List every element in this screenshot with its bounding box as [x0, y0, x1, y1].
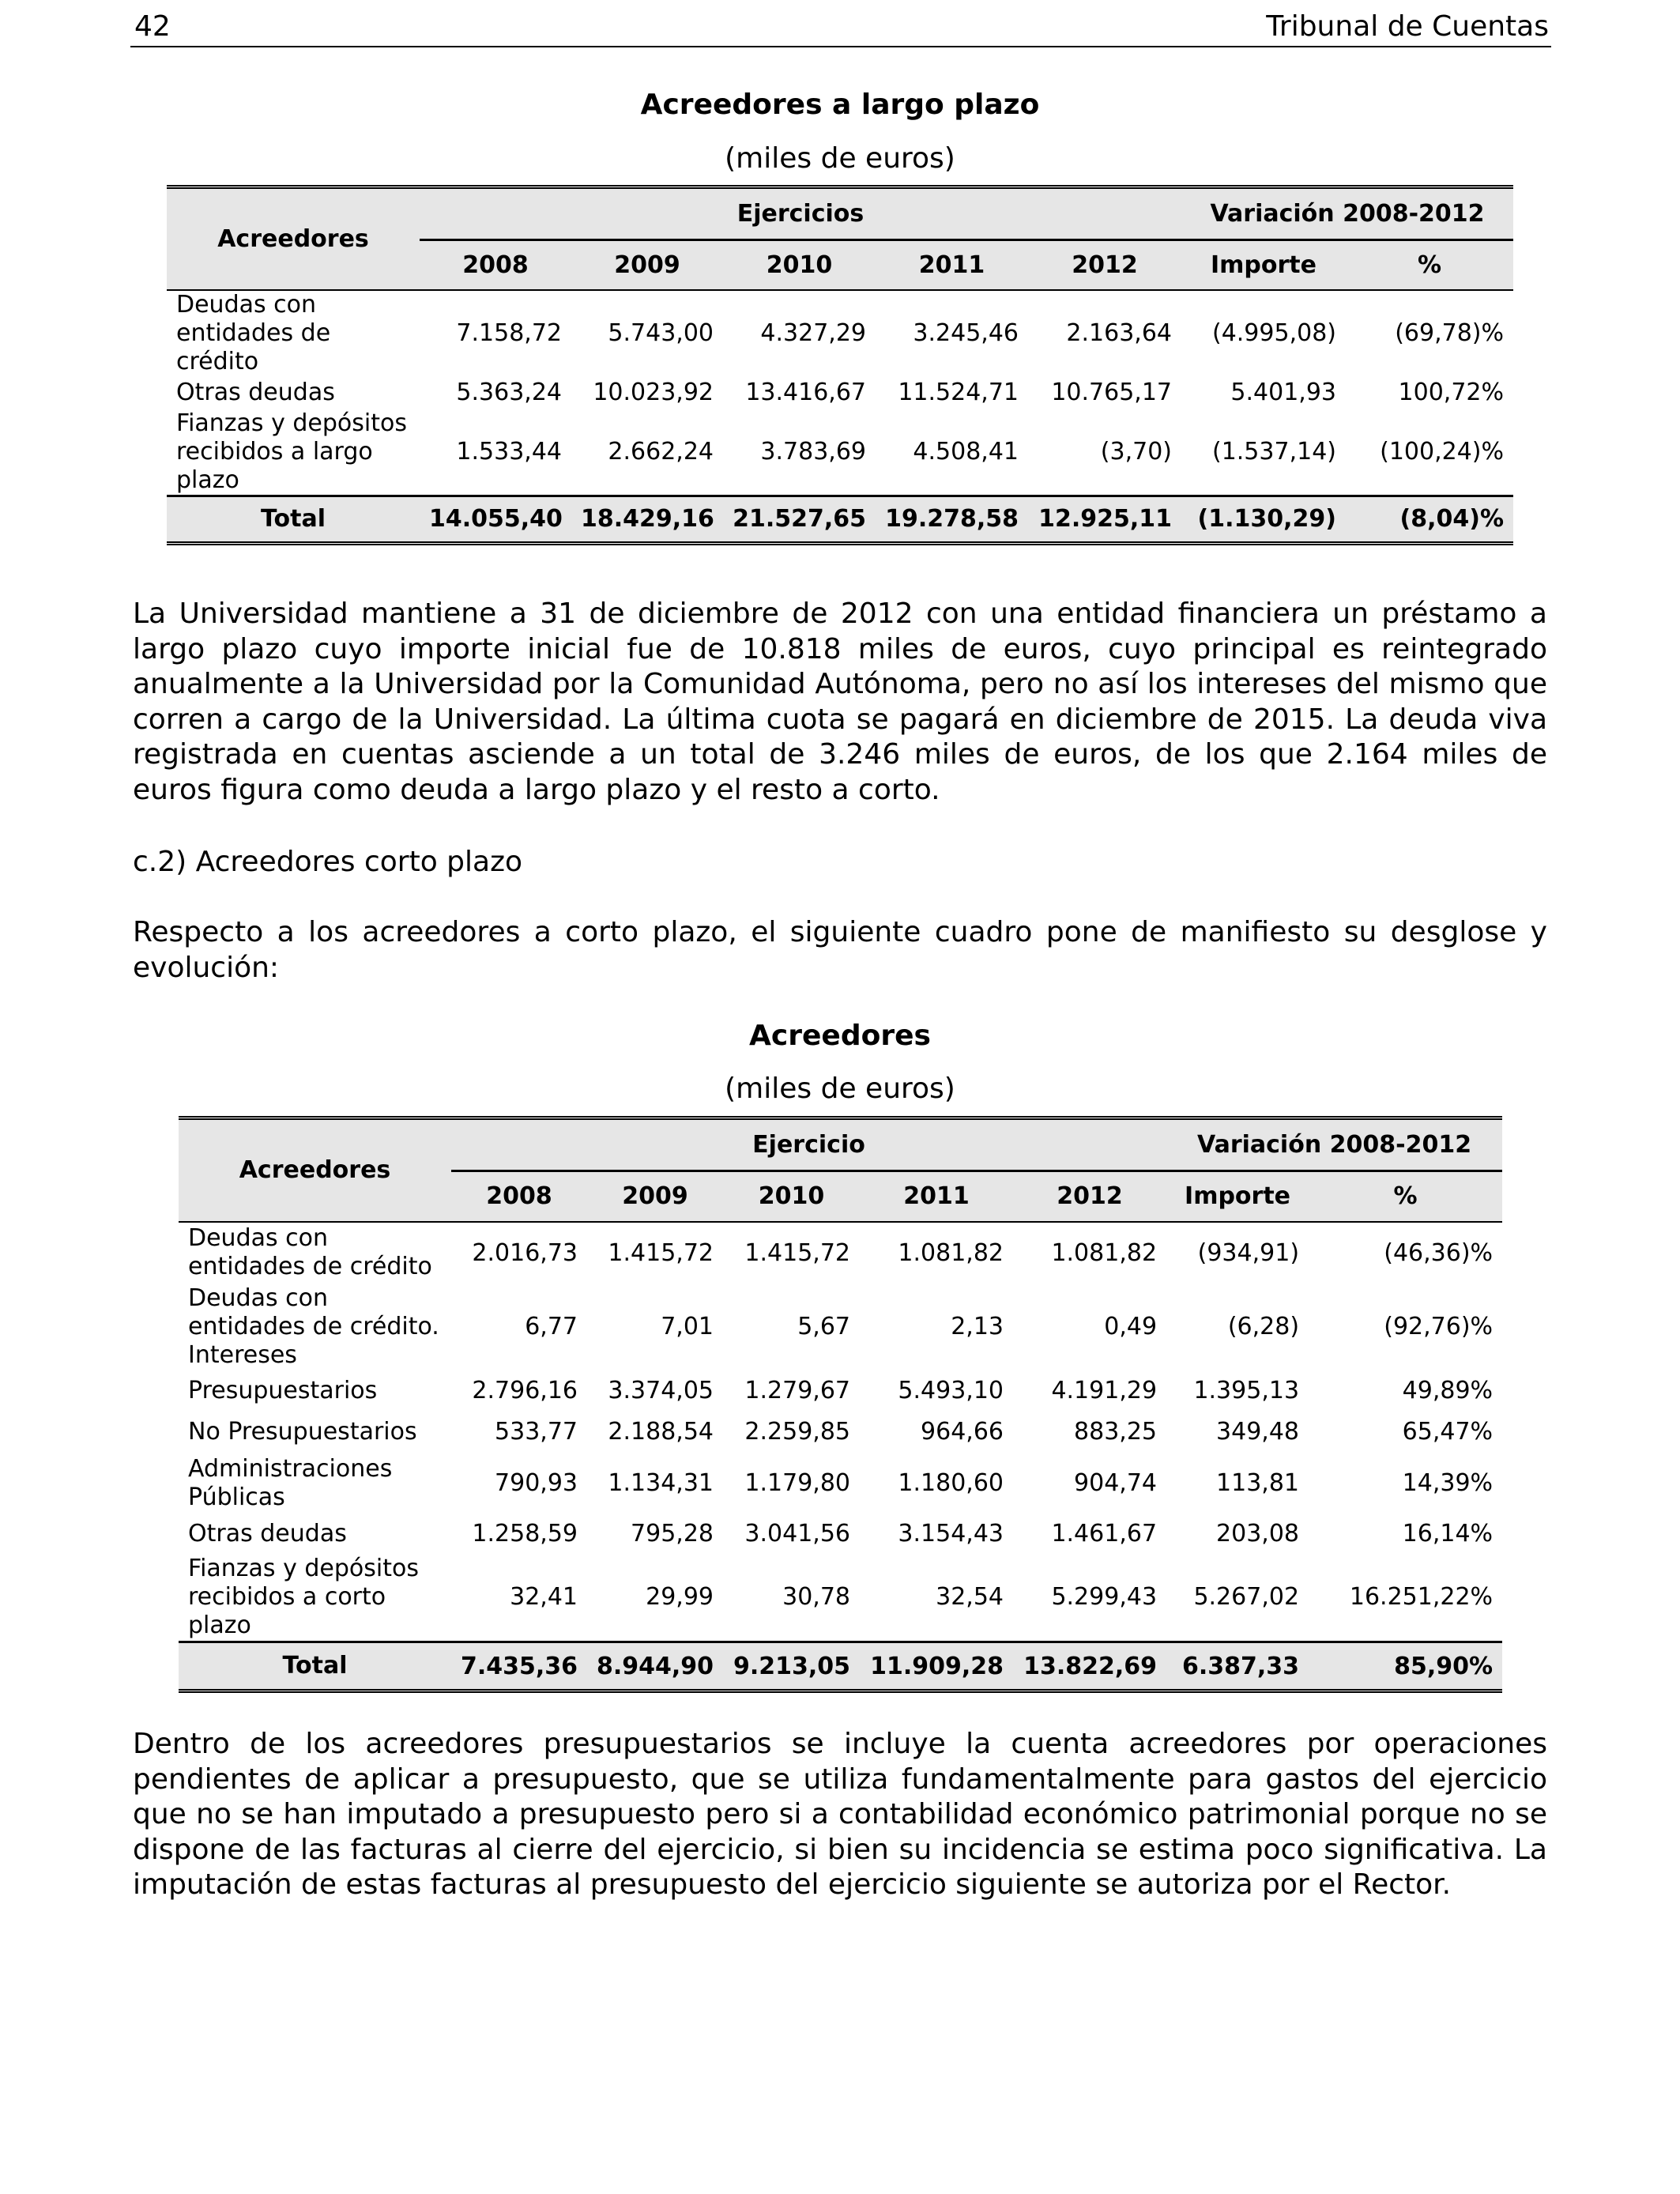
total-cell: 18.429,16	[571, 496, 723, 543]
row-label: No Presupuestarios	[188, 1417, 417, 1446]
percent-header: %	[1346, 240, 1513, 290]
table-cell: (1.537,14)	[1211, 438, 1336, 466]
table-cell: 113,81	[1216, 1469, 1300, 1497]
table-cell: 349,48	[1216, 1418, 1300, 1446]
table-cell: 1.258,59	[472, 1520, 578, 1547]
table-cell: (69,78)%	[1395, 319, 1505, 347]
table2-subtitle: (miles de euros)	[725, 1072, 955, 1105]
table-cell: 3.041,56	[744, 1520, 850, 1547]
table-cell: 2.188,54	[608, 1418, 714, 1446]
table-cell: 5,67	[797, 1313, 850, 1340]
table-cell: 32,54	[936, 1583, 1004, 1612]
importe-header: Importe	[1166, 1171, 1309, 1222]
years-group-header: Ejercicios	[420, 187, 1181, 240]
row-label: Fianzas y depósitos recibidos a corto plazo	[188, 1554, 420, 1639]
table-cell: 904,74	[1074, 1469, 1158, 1497]
table-cell: (3,70)	[1100, 438, 1172, 466]
table-cell: 5.363,24	[456, 379, 562, 406]
variation-group-header: Variación 2008-2012	[1181, 187, 1513, 240]
year-header: 2008	[451, 1171, 587, 1222]
table-cell: 7.158,72	[456, 319, 562, 347]
total-cell: 21.527,65	[723, 496, 876, 543]
table-cell: 1.279,67	[744, 1377, 850, 1404]
table-cell: (6,28)	[1227, 1313, 1300, 1340]
table1-title: Acreedores a largo plazo	[640, 89, 1040, 121]
table-cell: 5.299,43	[1051, 1583, 1158, 1612]
table-cell: 32,41	[510, 1583, 578, 1612]
total-label: Total	[179, 1642, 451, 1691]
year-header: 2012	[1028, 240, 1181, 290]
table-cell: 7,01	[661, 1313, 714, 1340]
long-term-creditors-table	[167, 185, 1513, 545]
table-cell: 1.533,44	[456, 438, 562, 466]
table-cell: 3.154,43	[898, 1520, 1004, 1547]
table2-title: Acreedores	[749, 1020, 931, 1052]
table-cell: (46,36)%	[1384, 1238, 1494, 1267]
table-cell: 5.743,00	[608, 319, 714, 347]
row-label: Deudas con entidades de crédito. Intereses	[188, 1284, 439, 1369]
year-header: 2010	[723, 240, 876, 290]
table-cell: 1.081,82	[1051, 1238, 1158, 1267]
table-cell: 13.416,67	[745, 379, 866, 406]
table-cell: 16,14%	[1402, 1520, 1494, 1547]
table-cell: 6,77	[525, 1313, 578, 1340]
table-cell: 49,89%	[1402, 1377, 1494, 1404]
table-cell: 3.783,69	[760, 438, 866, 466]
table-cell: 10.765,17	[1051, 379, 1172, 406]
total-cell: 11.909,28	[860, 1642, 1013, 1691]
row-label: Deudas con entidades de crédito	[176, 290, 331, 375]
table-cell: 1.461,67	[1051, 1520, 1158, 1547]
table-cell: (100,24)%	[1380, 438, 1505, 466]
total-cell: 8.944,90	[587, 1642, 723, 1691]
table-cell: 2,13	[951, 1313, 1004, 1340]
table-cell: 5.401,93	[1230, 379, 1336, 406]
table-cell: 29,99	[646, 1583, 714, 1612]
table-cell: 2.259,85	[744, 1418, 850, 1446]
total-label: Total	[167, 496, 420, 543]
table-cell: 964,66	[921, 1418, 1004, 1446]
paragraph-budget-creditors: Dentro de los acreedores presupuestarios se incluye la cuenta acreedores por operaciones pendientes de aplicar a presupuesto, que se utiliza fundamentalmente para gastos del ejercicio que no se han imputado a presupuesto pero si a contabilidad económico patrimonial porque no se dispone de las facturas al cierre del ejercicio, si bien su incidencia se estima poco significativa. La imputación de estas facturas al presupuesto del ejercicio siguiente se autoriza por el Rector.	[133, 1728, 1547, 1901]
row-label: Otras deudas	[176, 378, 335, 406]
row-header: Acreedores	[179, 1118, 451, 1222]
row-label: Otras deudas	[188, 1519, 347, 1547]
variation-group-header: Variación 2008-2012	[1166, 1118, 1502, 1171]
table-cell: 4.327,29	[760, 319, 866, 347]
table-cell: 16.251,22%	[1349, 1583, 1494, 1612]
year-header: 2009	[587, 1171, 723, 1222]
table-cell: 1.415,72	[608, 1238, 714, 1267]
table-cell: (934,91)	[1197, 1238, 1300, 1267]
year-header: 2011	[876, 240, 1028, 290]
section-heading: c.2) Acreedores corto plazo	[133, 846, 522, 878]
total-cell: 19.278,58	[876, 496, 1028, 543]
table-cell: 65,47%	[1402, 1418, 1494, 1446]
table-cell: 5.267,02	[1193, 1583, 1300, 1612]
years-group-header: Ejercicio	[451, 1118, 1166, 1171]
table-cell: 14,39%	[1402, 1469, 1494, 1497]
table-cell: 795,28	[631, 1520, 714, 1547]
row-label: Deudas con entidades de crédito	[188, 1224, 432, 1280]
row-label: Fianzas y depósitos recibidos a largo plazo	[176, 409, 408, 494]
table-cell: (4.995,08)	[1211, 319, 1336, 347]
table-cell: 3.374,05	[608, 1377, 714, 1404]
total-cell: 14.055,40	[420, 496, 571, 543]
total-cell: 85,90%	[1309, 1642, 1502, 1691]
total-cell: 13.822,69	[1013, 1642, 1166, 1691]
year-header: 2009	[571, 240, 723, 290]
paragraph-short-term-intro: Respecto a los acreedores a corto plazo, el siguiente cuadro pone de manifiesto su desglose y evolución:	[133, 916, 1547, 984]
table-cell: 4.191,29	[1051, 1377, 1158, 1404]
table-cell: 1.395,13	[1193, 1377, 1300, 1404]
table-cell: 2.016,73	[472, 1238, 578, 1267]
table-cell: 533,77	[495, 1418, 578, 1446]
table-cell: 3.245,46	[913, 319, 1019, 347]
table-cell: 203,08	[1216, 1520, 1300, 1547]
header-organization: Tribunal de Cuentas	[1266, 10, 1549, 43]
short-term-creditors-table	[179, 1116, 1502, 1693]
total-cell: 12.925,11	[1028, 496, 1181, 543]
table-cell: 4.508,41	[913, 438, 1019, 466]
year-header: 2010	[723, 1171, 860, 1222]
row-label: Presupuestarios	[188, 1376, 378, 1404]
year-header: 2012	[1013, 1171, 1166, 1222]
importe-header: Importe	[1181, 240, 1346, 290]
total-cell: 6.387,33	[1166, 1642, 1309, 1691]
table1-subtitle: (miles de euros)	[725, 142, 955, 175]
page-number: 42	[134, 10, 171, 43]
table-cell: (92,76)%	[1384, 1313, 1494, 1340]
table-cell: 100,72%	[1398, 379, 1505, 406]
row-header: Acreedores	[167, 187, 420, 290]
year-header: 2008	[420, 240, 571, 290]
table-cell: 30,78	[782, 1583, 850, 1612]
table-cell: 1.415,72	[744, 1238, 850, 1267]
table-cell: 2.163,64	[1066, 319, 1172, 347]
table-cell: 5.493,10	[898, 1377, 1004, 1404]
page-header	[130, 8, 1551, 47]
total-cell: 9.213,05	[723, 1642, 860, 1691]
table-cell: 2.662,24	[608, 438, 714, 466]
table-cell: 10.023,92	[593, 379, 714, 406]
row-label: Administraciones Públicas	[188, 1454, 393, 1511]
total-cell: (1.130,29)	[1181, 496, 1346, 543]
percent-header: %	[1309, 1171, 1502, 1222]
table-cell: 1.134,31	[608, 1469, 714, 1497]
total-cell: (8,04)%	[1346, 496, 1513, 543]
paragraph-loan: La Universidad mantiene a 31 de diciembre de 2012 con una entidad financiera un préstamo a largo plazo cuyo importe inicial fue de 10.818 miles de euros, cuyo principal es reintegrado anualmente a la Universidad por la Comunidad Autónoma, pero no así los intereses del mismo que corren a cargo de la Universidad. La última cuota se pagará en diciembre de 2015. La deuda viva registrada en cuentas asciende a un total de 3.246 miles de euros, de los que 2.164 miles de euros figura como deuda a largo plazo y el resto a corto.	[133, 598, 1547, 806]
table-cell: 1.179,80	[744, 1469, 850, 1497]
table-cell: 0,49	[1104, 1313, 1158, 1340]
table-cell: 11.524,71	[898, 379, 1019, 406]
table-cell: 883,25	[1074, 1418, 1158, 1446]
year-header: 2011	[860, 1171, 1013, 1222]
table-cell: 1.081,82	[898, 1238, 1004, 1267]
table-cell: 2.796,16	[472, 1377, 578, 1404]
total-cell: 7.435,36	[451, 1642, 587, 1691]
table-cell: 790,93	[495, 1469, 578, 1497]
table-cell: 1.180,60	[898, 1469, 1004, 1497]
